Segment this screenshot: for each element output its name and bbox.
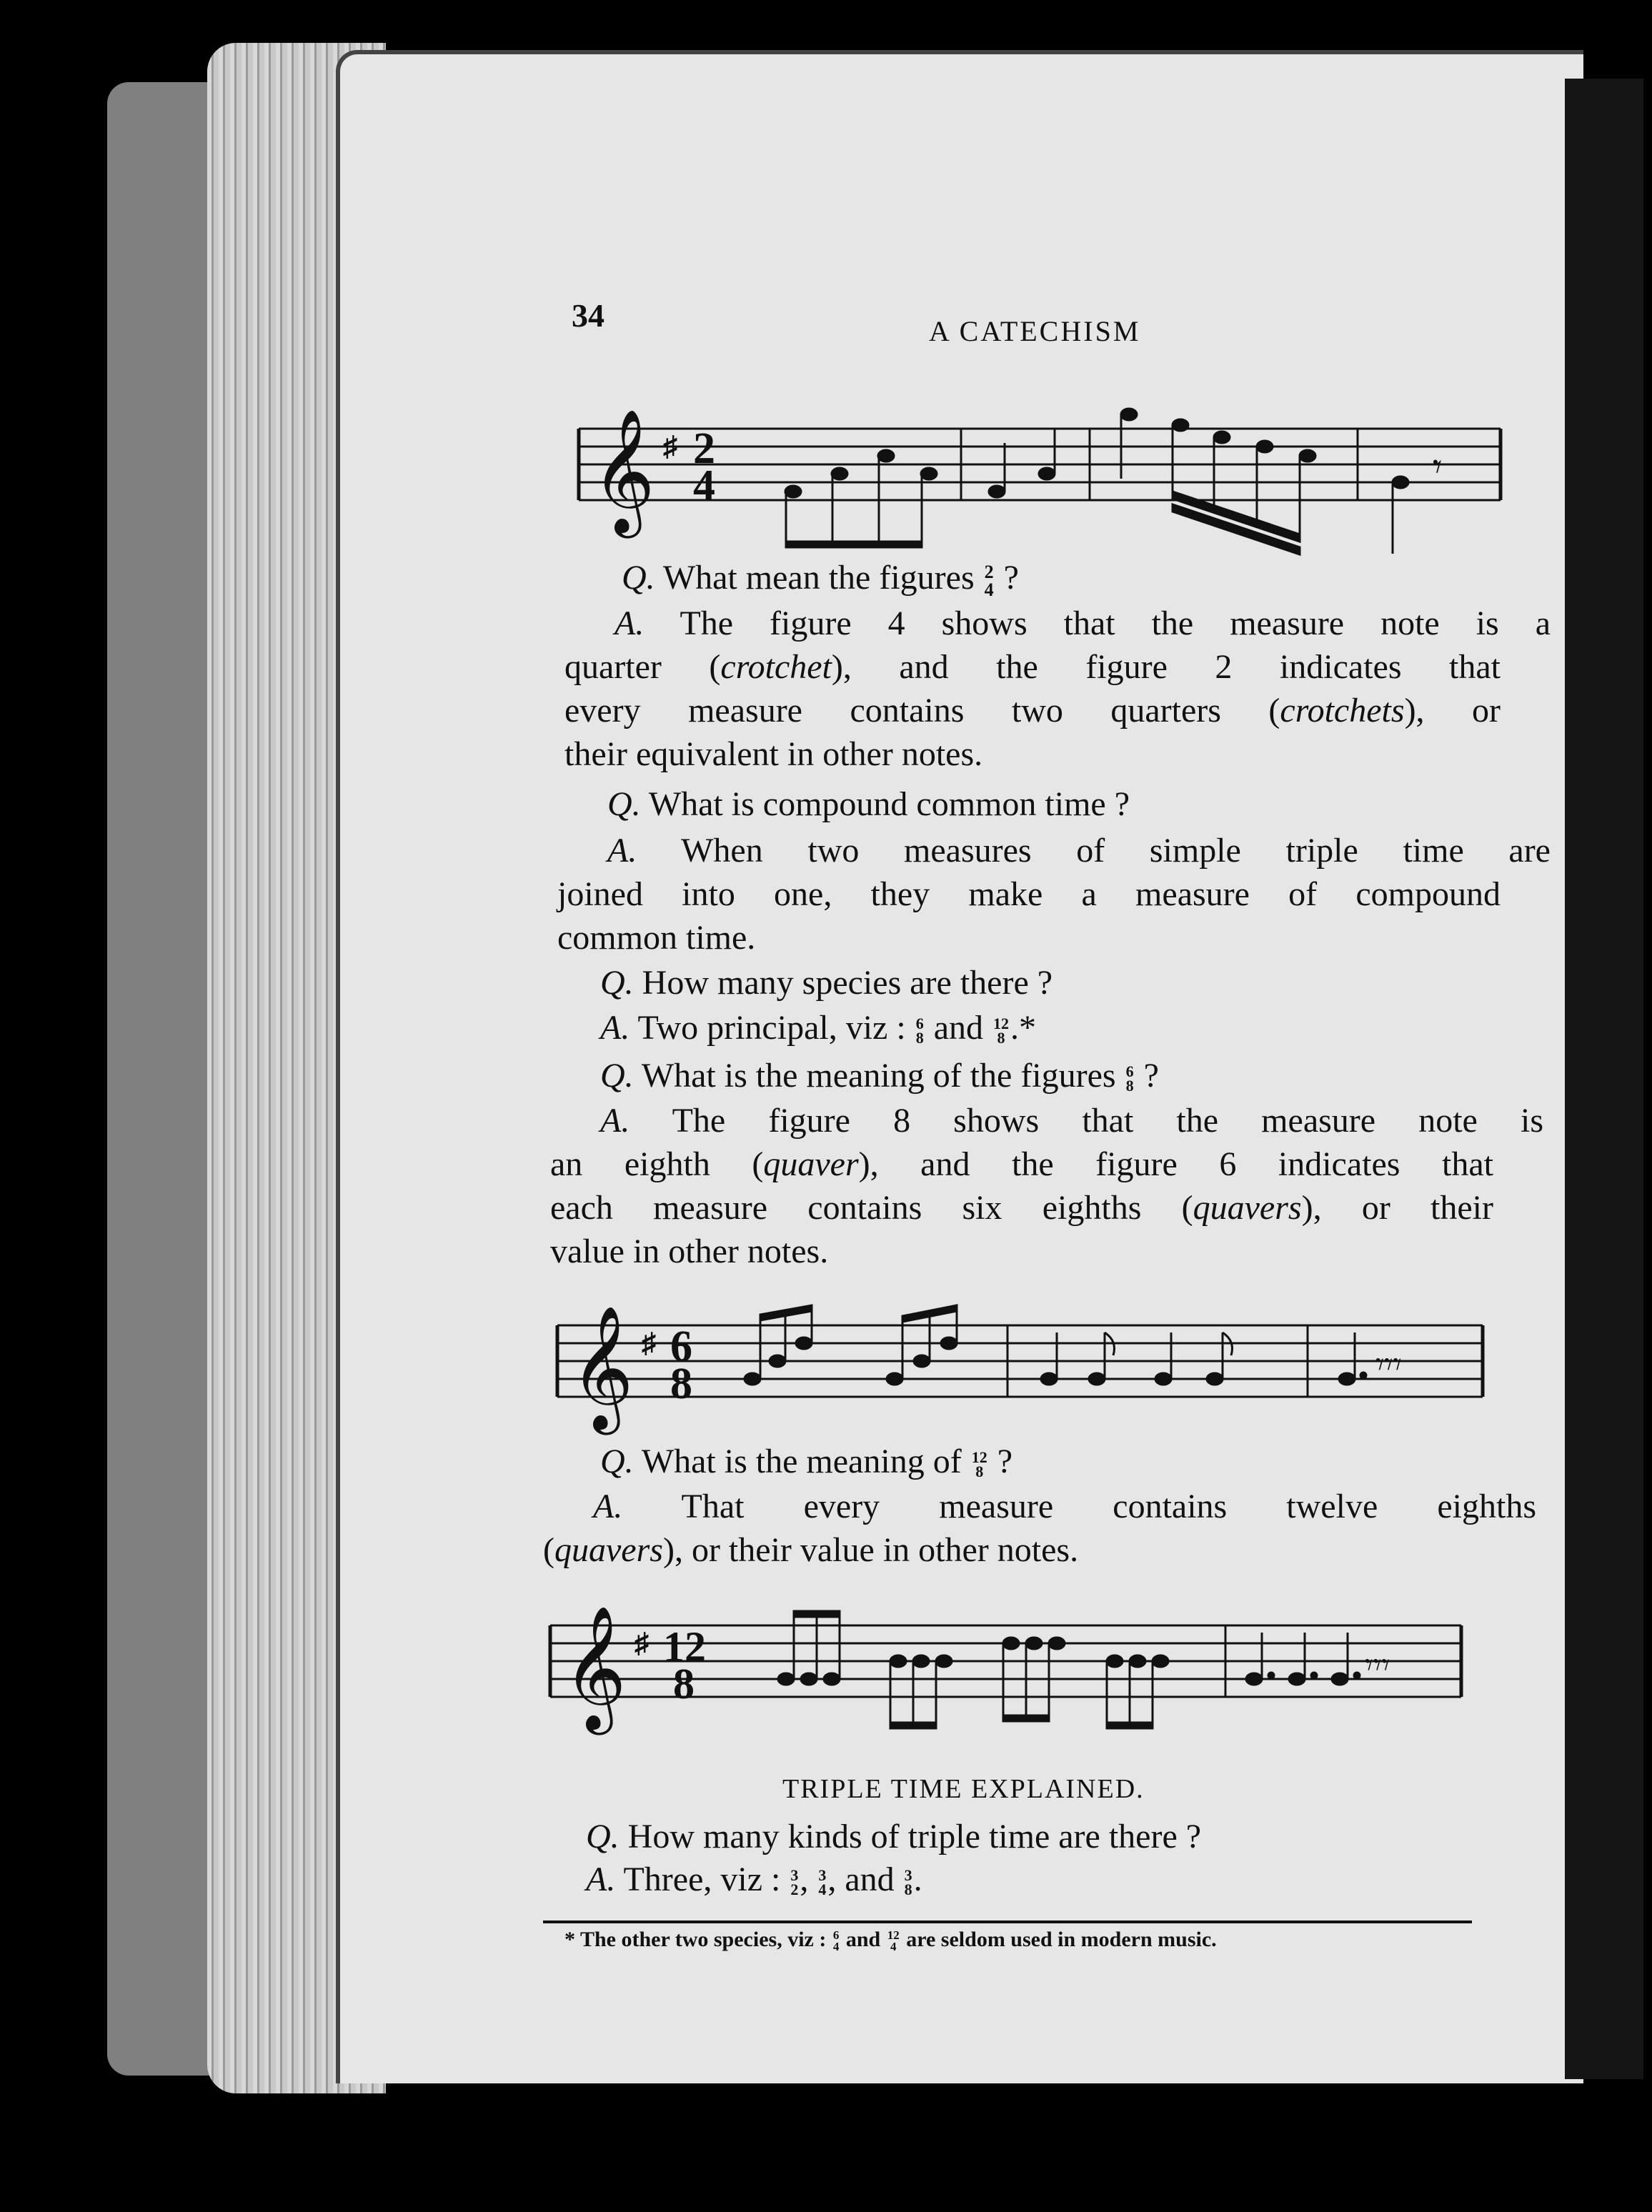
fraction-2-4: 2 4: [984, 561, 994, 600]
svg-text:𝄞: 𝄞: [592, 409, 655, 533]
footnote: * The other two species, viz : 6 4 and 12 4 are seldom used in modern music.: [564, 1928, 1217, 1954]
fraction-6-8: 6 8: [915, 1014, 924, 1047]
answer-line: A. That every measure contains twelve eighths: [593, 1488, 1536, 1525]
answer-line: A. Three, viz : 3 2 , 3 4 , and 3 8 .: [586, 1860, 922, 1898]
svg-text:𝄾𝄾𝄾: 𝄾𝄾𝄾: [1375, 1346, 1402, 1382]
svg-text:8: 8: [673, 1660, 695, 1708]
question-line: Q. What is the meaning of the figures 6 8 ?: [600, 1057, 1159, 1095]
svg-text:♯: ♯: [663, 430, 677, 462]
question-line: Q. What is compound common time ?: [607, 785, 1130, 823]
fraction-6-4: 6 4: [832, 1928, 840, 1954]
svg-text:♯: ♯: [642, 1327, 656, 1359]
fraction-3-4: 3 4: [818, 1865, 827, 1898]
answer-line: an eighth (quaver), and the figure 6 indicates that: [550, 1145, 1493, 1183]
fraction-12-4: 12 4: [887, 1928, 900, 1954]
question-line: Q. What mean the figures 2 4 ?: [622, 559, 1019, 600]
svg-text:𝄾𝄾𝄾: 𝄾𝄾𝄾: [1365, 1648, 1390, 1683]
answer-line: quarter (crotchet), and the figure 2 indicates that: [564, 648, 1501, 686]
answer-line: A. Two principal, viz : 6 8 and 12 8 .*: [600, 1009, 1036, 1047]
question-line: Q. How many kinds of triple time are there ?: [586, 1818, 1202, 1855]
footnote-rule: [543, 1920, 1472, 1923]
music-example-6-8: [550, 1282, 1493, 1440]
answer-line: A. The figure 8 shows that the measure note is: [600, 1102, 1543, 1140]
fraction-12-8: 12 8: [993, 1014, 1009, 1047]
svg-text:𝄞: 𝄞: [570, 1305, 634, 1430]
music-example-12-8: [543, 1583, 1486, 1747]
fraction-12-8: 12 8: [971, 1448, 987, 1480]
fraction-3-8: 3 8: [904, 1865, 912, 1898]
svg-text:4: 4: [693, 462, 715, 510]
answer-line: common time.: [557, 919, 756, 957]
svg-text:12: 12: [663, 1623, 706, 1670]
fraction-3-2: 3 2: [790, 1865, 799, 1898]
running-head: A CATECHISM: [929, 315, 1141, 347]
scan-border: [1565, 79, 1643, 2079]
svg-text:2: 2: [693, 424, 715, 473]
svg-text:8: 8: [670, 1360, 692, 1408]
fraction-6-8: 6 8: [1125, 1062, 1134, 1095]
answer-line: each measure contains six eighths (quavers), or their: [550, 1189, 1493, 1227]
answer-line: every measure contains two quarters (crotchets), or: [564, 692, 1501, 729]
svg-text:𝄞: 𝄞: [563, 1605, 627, 1730]
answer-line: value in other notes.: [550, 1232, 829, 1270]
music-example-2-4: [572, 400, 1522, 572]
section-title: TRIPLE TIME EXPLAINED.: [782, 1774, 1145, 1804]
svg-text:♯: ♯: [635, 1627, 649, 1659]
answer-line: A. The figure 4 shows that the measure note is a: [614, 604, 1551, 642]
question-line: Q. What is the meaning of 12 8 ?: [600, 1443, 1012, 1480]
answer-line: A. When two measures of simple triple time are: [607, 832, 1551, 870]
page-number: 34: [572, 297, 604, 334]
question-line: Q. How many species are there ?: [600, 964, 1053, 1002]
answer-line: (quavers), or their value in other notes.: [543, 1531, 1079, 1569]
answer-line: their equivalent in other notes.: [564, 735, 983, 773]
answer-line: joined into one, they make a measure of compound: [557, 875, 1501, 913]
svg-text:6: 6: [670, 1322, 692, 1371]
svg-text:𝄾: 𝄾: [1433, 447, 1443, 487]
